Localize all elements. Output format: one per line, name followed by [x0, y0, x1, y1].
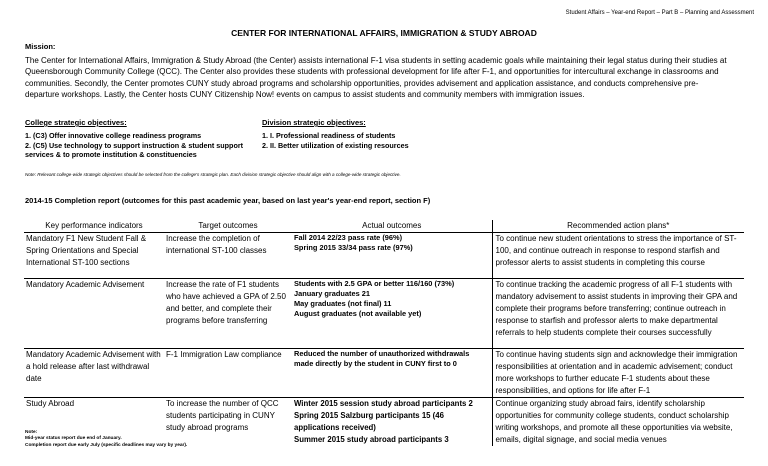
recommended-cell: Continue organizing study abroad fairs, identify scholarship opportunities for community college students, conduct scholarship writing workshops, and promote all these opportunities via website, emails, digital signage, and social media venues: [492, 398, 744, 447]
college-objective-item: 1. (C3) Offer innovative college readiness programs: [25, 131, 202, 140]
actual-line: Reduced the number of unauthorized withdrawals made directly by the student in CUNY first to 0: [294, 349, 470, 368]
kpi-cell: Mandatory Academic Advisement: [24, 279, 164, 349]
deadline-note: [25, 430, 187, 449]
table-row: [24, 279, 744, 349]
college-objectives-label: College strategic objectives:: [25, 118, 127, 127]
actual-cell: [292, 349, 492, 398]
deadline-note-label: Note:: [25, 430, 38, 435]
page-title: CENTER FOR INTERNATIONAL AFFAIRS, IMMIGRATION & STUDY ABROAD: [231, 28, 537, 38]
college-objective-item: 2. (C5) Use technology to support instruction & student support services & to promote institution & constituencies: [25, 140, 244, 159]
actual-line: January graduates 21: [294, 289, 370, 298]
target-cell: Increase the rate of F1 students who have achieved a GPA of 2.50 and better, and complete their programs before transferring: [164, 279, 292, 349]
running-header: Student Affairs – Year-end Report – Part B – Planning and Assessment: [565, 10, 754, 16]
actual-line: Fall 2014 22/23 pass rate (96%): [294, 233, 403, 242]
column-header-actual: Actual outcomes: [292, 220, 492, 233]
target-cell: F-1 Immigration Law compliance: [164, 349, 292, 398]
objectives-note: Note: Relevant college-wide strategic objectives should be selected from the college's strategic plan. Each division strategic objective should align with a college-wide strategic objective.: [25, 172, 401, 177]
actual-cell: [292, 398, 492, 447]
recommended-cell: To continue new student orientations to stress the importance of ST-100, and continue outreach in response to respond starfish and professor alerts to assist students in completing this course: [492, 233, 744, 279]
actual-cell: [292, 279, 492, 349]
actual-line: Spring 2015 Salzburg participants 15 (46 applications received): [294, 411, 444, 432]
column-header-kpi: Key performance indicators: [24, 220, 164, 233]
actual-line: May graduates (not final) 11: [294, 299, 392, 308]
actual-cell: [292, 233, 492, 279]
division-objective-item: 2. II. Better utilization of existing resources: [262, 140, 409, 150]
completion-report-table: [24, 220, 744, 446]
deadline-note-line: Mid-year status report due end of January.: [25, 436, 122, 442]
target-cell: Increase the completion of international ST-100 classes: [164, 233, 292, 279]
table-row: [24, 233, 744, 279]
actual-line: Summer 2015 study abroad participants 3: [294, 435, 449, 444]
table-row: [24, 349, 744, 398]
kpi-cell: Mandatory Academic Advisement with a hold release after last withdrawal date: [24, 349, 164, 398]
column-header-target: Target outcomes: [164, 220, 292, 233]
deadline-note-line: Completion report due early July (specific deadlines may vary by year).: [25, 442, 188, 448]
college-objectives-list: [25, 131, 257, 160]
recommended-cell: To continue having students sign and acknowledge their immigration responsibilities at orientation and in academic advisement; conduct more workshops to further educate F-1 students about these responsibilities, and options for life after F-1: [492, 349, 744, 398]
actual-line: Students with 2.5 GPA or better 116/160 (73%): [294, 279, 455, 288]
division-objectives-label: Division strategic objectives:: [262, 118, 366, 127]
recommended-cell: To continue tracking the academic progress of all F-1 students with mandatory advisement to assist students in improving their GPA and complete their programs before transferring; continue outreach in response to starfish and professor alerts to make departmental referrals to help students complete their courses successfully: [492, 279, 744, 349]
kpi-cell: Study Abroad: [26, 399, 75, 408]
target-cell: To increase the number of QCC students participating in CUNY study abroad programs: [166, 399, 279, 432]
division-objectives-list: [262, 131, 562, 150]
table-header-row: [24, 220, 744, 233]
mission-text: The Center for International Affairs, Immigration & Study Abroad (the Center) assists international F-1 visa students in setting academic goals while maintaining their legal status during their studies at Queensborough Community College (QCC). The Center also provides these students with professional development for life after F-1, and opportunities for intercultural exchange in classrooms and communities. Secondly, the Center promotes CUNY study abroad programs and scholarship opportunities, provides advisement and application assistance, and conducts comprehensive pre-departure workshops. Lastly, the Center hosts CUNY Citizenship Now! events on campus to assist students and community members with immigration issues.: [25, 56, 727, 100]
mission-label: Mission:: [25, 42, 56, 51]
column-header-recommended: Recommended action plans*: [492, 220, 744, 233]
actual-line: Spring 2015 33/34 pass rate (97%): [294, 243, 413, 252]
report-title: 2014-15 Completion report (outcomes for this past academic year, based on last year's year-end report, section F): [25, 196, 431, 205]
kpi-cell: Mandatory F1 New Student Fall & Spring Orientations and Special International ST-100 sections: [24, 233, 164, 279]
division-objective-item: 1. I. Professional readiness of students: [262, 131, 396, 140]
actual-line: Winter 2015 session study abroad participants 2: [294, 399, 473, 408]
actual-line: August graduates (not available yet): [294, 309, 422, 318]
